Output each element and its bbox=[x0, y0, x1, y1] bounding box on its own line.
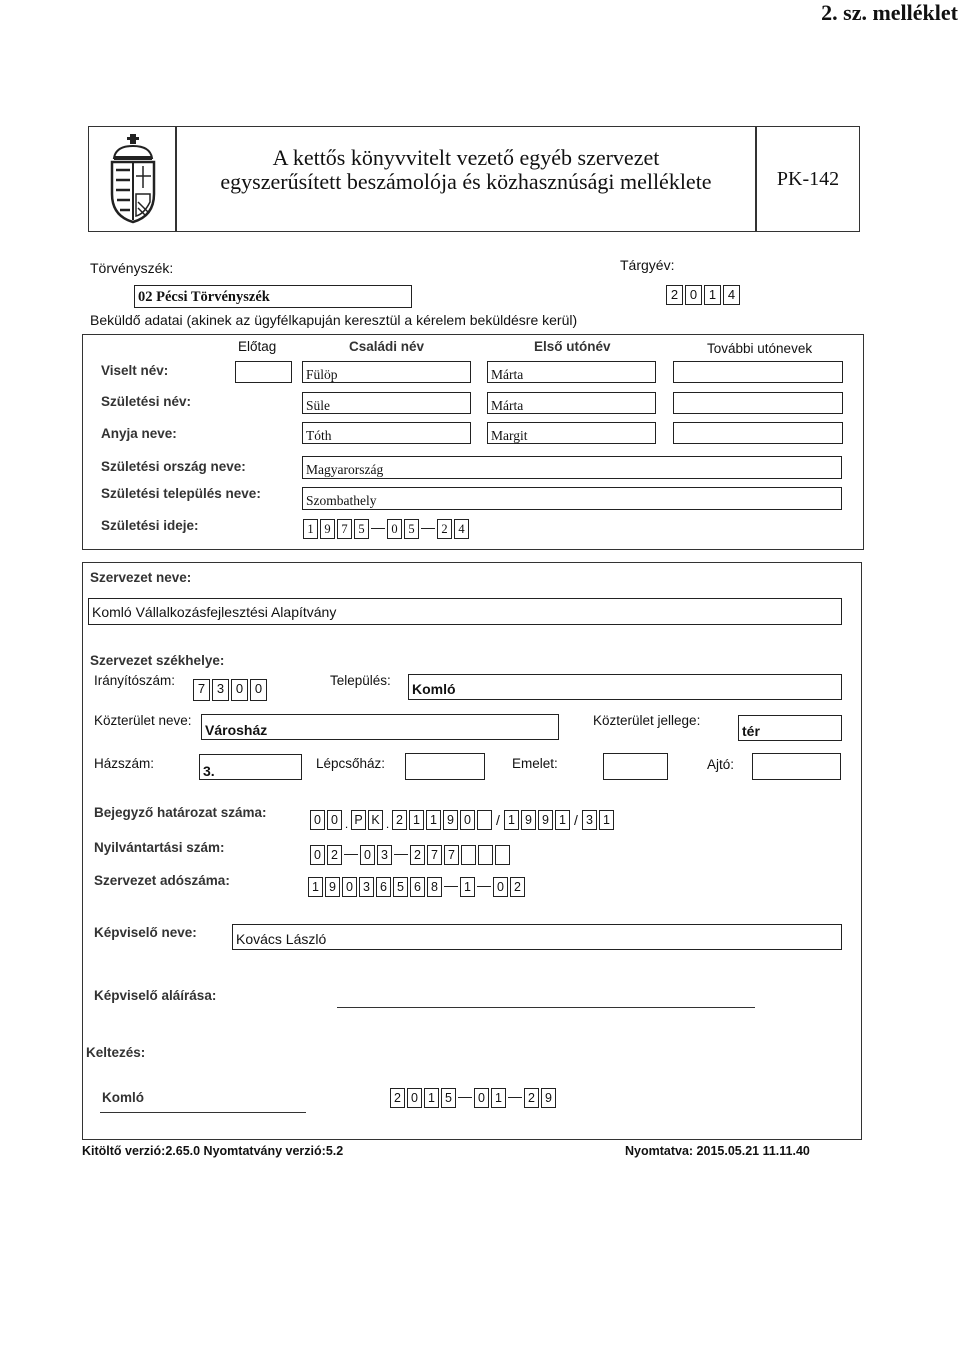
digit-cell[interactable]: 1 bbox=[491, 1088, 506, 1108]
digit-cell[interactable]: 1 bbox=[504, 810, 519, 830]
digit-cell[interactable]: 1 bbox=[308, 877, 323, 897]
digit-cell[interactable]: 5 bbox=[393, 877, 408, 897]
worn-first-field[interactable]: Márta bbox=[487, 361, 656, 383]
col-other: További utónevek bbox=[707, 341, 813, 356]
mother-first-field[interactable]: Margit bbox=[487, 422, 656, 444]
digit-cell[interactable]: 2 bbox=[510, 877, 525, 897]
digit-cell[interactable]: 2 bbox=[666, 285, 683, 305]
separator bbox=[477, 886, 491, 888]
date-city-line bbox=[100, 1112, 306, 1113]
birth-city-label: Születési település neve: bbox=[101, 486, 261, 501]
digit-cell[interactable]: 2 bbox=[410, 845, 425, 865]
digit-cell[interactable]: 3 bbox=[212, 679, 229, 701]
house-label: Házszám: bbox=[94, 756, 155, 771]
digit-cell[interactable]: 8 bbox=[427, 877, 442, 897]
house-field[interactable]: 3. bbox=[199, 754, 302, 780]
digit-cell[interactable]: 9 bbox=[320, 519, 335, 539]
rep-field[interactable]: Kovács László bbox=[232, 924, 842, 950]
separator: . bbox=[385, 817, 390, 831]
digit-cell[interactable]: 9 bbox=[521, 810, 536, 830]
coat-of-arms-icon bbox=[104, 132, 162, 224]
digit-cell[interactable]: 2 bbox=[327, 845, 342, 865]
digit-cell[interactable]: 7 bbox=[427, 845, 442, 865]
digit-cell[interactable]: 3 bbox=[377, 845, 392, 865]
separator: . bbox=[344, 817, 349, 831]
street-field[interactable]: Városház bbox=[201, 714, 559, 740]
digit-cell[interactable]: 1 bbox=[426, 810, 441, 830]
digit-cell[interactable]: 1 bbox=[409, 810, 424, 830]
sign-label: Képviselő aláírása: bbox=[94, 988, 217, 1003]
court-label: Törvényszék: bbox=[90, 260, 174, 276]
date-city: Komló bbox=[102, 1090, 144, 1105]
stair-field[interactable] bbox=[405, 753, 485, 780]
org-name-label: Szervezet neve: bbox=[90, 570, 192, 585]
worn-prefix-field[interactable] bbox=[235, 361, 292, 383]
form-title-line1: A kettős könyvvitelt vezető egyéb szervezet bbox=[272, 145, 660, 170]
org-seat-label: Szervezet székhelye: bbox=[90, 653, 225, 668]
digit-cell[interactable]: 0 bbox=[407, 1088, 422, 1108]
digit-cell[interactable]: K bbox=[368, 810, 383, 830]
digit-cell[interactable]: 0 bbox=[493, 877, 508, 897]
birth-date-label: Születési ideje: bbox=[101, 518, 199, 533]
year-label: Tárgyév: bbox=[620, 257, 675, 273]
floor-field[interactable] bbox=[603, 753, 668, 780]
digit-cell[interactable]: 0 bbox=[360, 845, 375, 865]
birth-first-field[interactable]: Márta bbox=[487, 392, 656, 414]
city-label: Település: bbox=[330, 673, 391, 688]
digit-cell[interactable]: 1 bbox=[704, 285, 721, 305]
col-prefix: Előtag bbox=[238, 339, 277, 354]
separator bbox=[421, 528, 435, 530]
reg-cells[interactable] bbox=[310, 845, 512, 865]
reg-label: Nyilvántartási szám: bbox=[94, 840, 225, 855]
digit-cell[interactable]: 7 bbox=[444, 845, 459, 865]
col-first: Első utónév bbox=[534, 339, 611, 354]
digit-cell[interactable]: 6 bbox=[410, 877, 425, 897]
birth-country-label: Születési ország neve: bbox=[101, 459, 246, 474]
tax-label: Szervezet adószáma: bbox=[94, 873, 230, 888]
digit-cell[interactable]: 2 bbox=[392, 810, 407, 830]
digit-cell[interactable]: 4 bbox=[723, 285, 740, 305]
digit-cell[interactable]: 0 bbox=[460, 810, 475, 830]
digit-cell[interactable]: 9 bbox=[443, 810, 458, 830]
birth-country-field[interactable]: Magyarország bbox=[302, 456, 842, 479]
footer-version: Kitöltő verzió:2.65.0 Nyomtatvány verzió:5.2 bbox=[82, 1144, 344, 1158]
annex-label: 2. sz. melléklet bbox=[821, 0, 958, 25]
street-type-field[interactable]: tér bbox=[738, 715, 842, 741]
digit-cell[interactable]: 1 bbox=[599, 810, 614, 830]
digit-cell[interactable]: 0 bbox=[387, 519, 402, 539]
mother-other-field[interactable] bbox=[673, 422, 843, 444]
decision-label: Bejegyző határozat száma: bbox=[94, 805, 267, 820]
digit-cell[interactable]: 9 bbox=[538, 810, 553, 830]
digit-cell[interactable]: 3 bbox=[582, 810, 597, 830]
row-mother-name-label: Anyja neve: bbox=[101, 426, 177, 441]
separator bbox=[344, 854, 358, 856]
org-name-field[interactable]: Komló Vállalkozásfejlesztési Alapítvány bbox=[88, 598, 842, 625]
door-field[interactable] bbox=[752, 753, 841, 780]
digit-cell[interactable]: 9 bbox=[325, 877, 340, 897]
street-type-label: Közterület jellege: bbox=[593, 713, 701, 728]
year-cells[interactable] bbox=[666, 285, 742, 305]
form-title bbox=[176, 146, 756, 194]
rep-label: Képviselő neve: bbox=[94, 925, 197, 940]
digit-cell[interactable]: 0 bbox=[310, 810, 325, 830]
digit-cell[interactable] bbox=[477, 810, 492, 830]
date-cells[interactable] bbox=[390, 1088, 558, 1108]
digit-cell[interactable]: 0 bbox=[685, 285, 702, 305]
digit-cell[interactable] bbox=[495, 845, 510, 865]
digit-cell[interactable]: 4 bbox=[454, 519, 469, 539]
form-title-line2: egyszerűsített beszámolója és közhasznúsági melléklete bbox=[220, 169, 712, 194]
digit-cell[interactable]: 7 bbox=[193, 679, 210, 701]
birth-family-field[interactable]: Süle bbox=[302, 392, 471, 414]
sender-heading: Beküldő adatai (akinek az ügyfélkapuján keresztül a kérelem beküldésre kerül) bbox=[90, 312, 578, 328]
separator bbox=[394, 854, 408, 856]
birth-date-cells[interactable] bbox=[303, 519, 471, 539]
digit-cell[interactable]: 2 bbox=[524, 1088, 539, 1108]
digit-cell[interactable]: 2 bbox=[390, 1088, 405, 1108]
zip-cells[interactable] bbox=[193, 679, 269, 701]
digit-cell[interactable]: 0 bbox=[231, 679, 248, 701]
worn-other-field[interactable] bbox=[673, 361, 843, 383]
digit-cell[interactable]: 0 bbox=[342, 877, 357, 897]
door-label: Ajtó: bbox=[707, 757, 735, 772]
col-family: Családi név bbox=[349, 339, 425, 354]
digit-cell[interactable]: 1 bbox=[555, 810, 570, 830]
digit-cell[interactable]: 1 bbox=[303, 519, 318, 539]
digit-cell[interactable]: 0 bbox=[474, 1088, 489, 1108]
row-worn-name-label: Viselt név: bbox=[101, 363, 169, 378]
digit-cell[interactable]: 2 bbox=[437, 519, 452, 539]
date-label: Keltezés: bbox=[86, 1045, 146, 1060]
separator: / bbox=[574, 812, 578, 828]
digit-cell[interactable]: 1 bbox=[424, 1088, 439, 1108]
zip-label: Irányítószám: bbox=[94, 673, 176, 688]
signature-line[interactable] bbox=[337, 1007, 755, 1008]
city-field[interactable]: Komló bbox=[408, 674, 842, 700]
street-label: Közterület neve: bbox=[94, 713, 192, 728]
tax-cells[interactable] bbox=[308, 877, 527, 897]
row-birth-name-label: Születési név: bbox=[101, 394, 192, 409]
footer-printed: Nyomtatva: 2015.05.21 11.11.40 bbox=[625, 1144, 810, 1158]
digit-cell[interactable]: 5 bbox=[404, 519, 419, 539]
court-field[interactable]: 02 Pécsi Törvényszék bbox=[134, 285, 412, 308]
form-code: PK-142 bbox=[776, 168, 840, 190]
mother-family-field[interactable]: Tóth bbox=[302, 422, 471, 444]
stair-label: Lépcsőház: bbox=[316, 756, 386, 771]
separator bbox=[371, 528, 385, 530]
separator bbox=[458, 1097, 472, 1099]
floor-label: Emelet: bbox=[512, 756, 558, 771]
digit-cell[interactable]: 1 bbox=[460, 877, 475, 897]
birth-city-field[interactable]: Szombathely bbox=[302, 487, 842, 510]
digit-cell[interactable]: 5 bbox=[441, 1088, 456, 1108]
separator bbox=[508, 1097, 522, 1099]
decision-cells[interactable] bbox=[310, 810, 616, 830]
digit-cell[interactable]: 3 bbox=[359, 877, 374, 897]
birth-other-field[interactable] bbox=[673, 392, 843, 414]
digit-cell[interactable]: P bbox=[351, 810, 366, 830]
digit-cell[interactable]: 0 bbox=[327, 810, 342, 830]
separator: / bbox=[496, 812, 500, 828]
digit-cell[interactable]: 5 bbox=[354, 519, 369, 539]
digit-cell[interactable]: 0 bbox=[310, 845, 325, 865]
digit-cell[interactable]: 7 bbox=[337, 519, 352, 539]
digit-cell[interactable] bbox=[461, 845, 476, 865]
digit-cell[interactable]: 9 bbox=[541, 1088, 556, 1108]
digit-cell[interactable] bbox=[478, 845, 493, 865]
digit-cell[interactable]: 6 bbox=[376, 877, 391, 897]
digit-cell[interactable]: 0 bbox=[250, 679, 267, 701]
separator bbox=[444, 886, 458, 888]
worn-family-field[interactable]: Fülöp bbox=[302, 361, 471, 383]
